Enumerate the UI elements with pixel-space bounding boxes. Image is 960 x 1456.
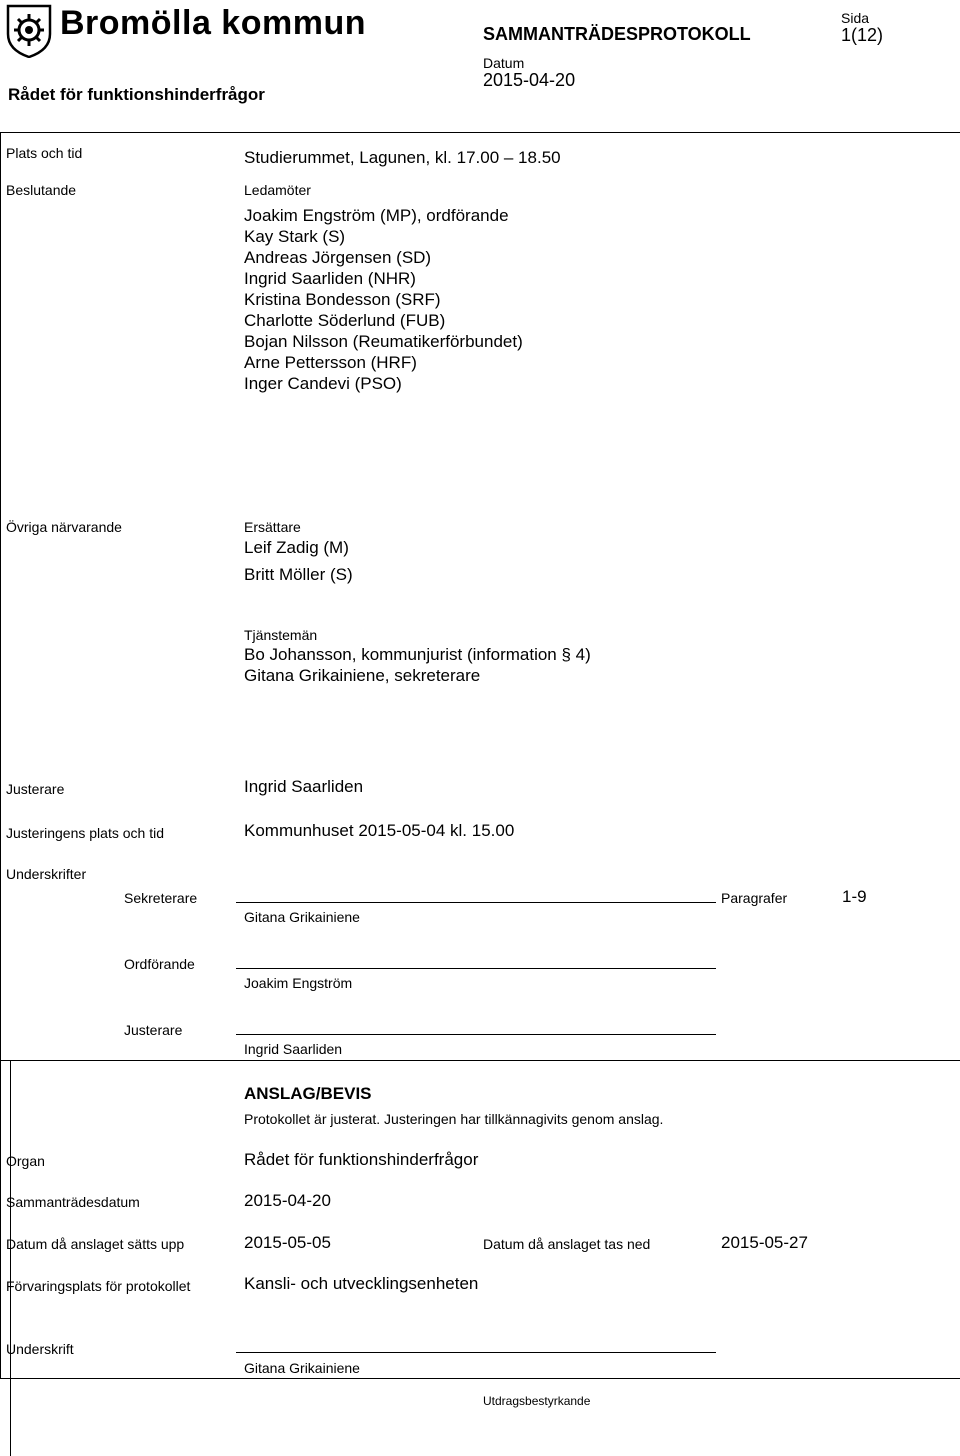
board-name: Rådet för funktionshinderfrågor: [8, 85, 265, 104]
anslag-upp-label: Datum då anslaget sätts upp: [6, 1236, 185, 1252]
member-list: [244, 205, 523, 394]
member-item: Inger Candevi (PSO): [244, 374, 402, 393]
header-divider: [0, 132, 960, 133]
anslag-title: ANSLAG/BEVIS: [244, 1084, 372, 1103]
justering-value: Kommunhuset 2015-05-04 kl. 15.00: [244, 821, 515, 840]
member-item: Joakim Engström (MP), ordförande: [244, 206, 509, 225]
signature-line-sekreterare: [236, 902, 716, 903]
anslag-ned-label: Datum då anslaget tas ned: [483, 1236, 651, 1252]
sammantradesdatum-value: 2015-04-20: [244, 1191, 331, 1210]
justerare-label: Justerare: [6, 781, 65, 797]
anslag-upp-value: 2015-05-05: [244, 1233, 331, 1252]
page-label: Sida: [841, 10, 870, 26]
ersattare-item: Britt Möller (S): [244, 565, 353, 584]
date-label: Datum: [483, 55, 525, 71]
ledamoter-label: Ledamöter: [244, 182, 311, 198]
signature-line-ordforande: [236, 968, 716, 969]
paragrafer-value: 1-9: [842, 887, 867, 906]
forvaring-value: Kansli- och utvecklingsenheten: [244, 1274, 479, 1293]
plats-value: Studierummet, Lagunen, kl. 17.00 – 18.50: [244, 148, 561, 167]
member-item: Kay Stark (S): [244, 227, 346, 246]
ersattare-label: Ersättare: [244, 519, 301, 535]
justerare-value: Ingrid Saarliden: [244, 777, 364, 796]
member-item: Bojan Nilsson (Reumatikerförbundet): [244, 332, 523, 351]
anslag-left-line: [10, 1060, 11, 1456]
member-item: Kristina Bondesson (SRF): [244, 290, 441, 309]
ordforande-name: Joakim Engström: [244, 975, 353, 991]
justerare-sign-name: Ingrid Saarliden: [244, 1041, 343, 1057]
plats-label: Plats och tid: [6, 145, 83, 161]
member-item: Andreas Jörgensen (SD): [244, 248, 432, 267]
underskrift-name: Gitana Grikainiene: [244, 1360, 360, 1376]
anslag-text: Protokollet är justerat. Justeringen har tillkännagivits genom anslag.: [244, 1111, 664, 1127]
forvaring-label: Förvaringsplats för protokollet: [6, 1278, 191, 1294]
justering-label: Justeringens plats och tid: [6, 825, 164, 841]
left-margin-line: [0, 132, 1, 1378]
logo-text: Bromölla kommun: [60, 4, 366, 42]
ordforande-label: Ordförande: [124, 956, 195, 972]
ersattare-item: Leif Zadig (M): [244, 538, 349, 557]
organ-label: Organ: [6, 1153, 45, 1169]
ovriga-label: Övriga närvarande: [6, 519, 122, 535]
signature-line-underskrift: [236, 1352, 716, 1353]
underskrift-label: Underskrift: [6, 1341, 74, 1357]
organ-value: Rådet för funktionshinderfrågor: [244, 1150, 479, 1169]
paragrafer-label: Paragrafer: [721, 890, 788, 906]
sekreterare-name: Gitana Grikainiene: [244, 909, 360, 925]
document-type: SAMMANTRÄDESPROTOKOLL: [483, 24, 751, 44]
anslag-divider: [0, 1060, 960, 1061]
member-item: Arne Pettersson (HRF): [244, 353, 417, 372]
justerare-sign-label: Justerare: [124, 1022, 183, 1038]
signature-line-justerare: [236, 1034, 716, 1035]
coat-of-arms-icon: [6, 4, 52, 58]
utdrag-label: Utdragsbestyrkande: [483, 1394, 591, 1408]
tjansteman-item: Gitana Grikainiene, sekreterare: [244, 666, 481, 685]
member-item: Charlotte Söderlund (FUB): [244, 311, 446, 330]
utdrag-divider: [0, 1378, 960, 1379]
tjansteman-label: Tjänstemän: [244, 627, 318, 643]
member-item: Ingrid Saarliden (NHR): [244, 269, 416, 288]
sekreterare-label: Sekreterare: [124, 890, 198, 906]
beslutande-label: Beslutande: [6, 182, 77, 198]
underskrifter-label: Underskrifter: [6, 866, 87, 882]
meeting-date: 2015-04-20: [483, 70, 576, 90]
tjansteman-item: Bo Johansson, kommunjurist (information § 4): [244, 645, 591, 664]
anslag-ned-value: 2015-05-27: [721, 1233, 808, 1252]
page-number: 1(12): [841, 25, 884, 45]
sammantradesdatum-label: Sammanträdesdatum: [6, 1194, 140, 1210]
